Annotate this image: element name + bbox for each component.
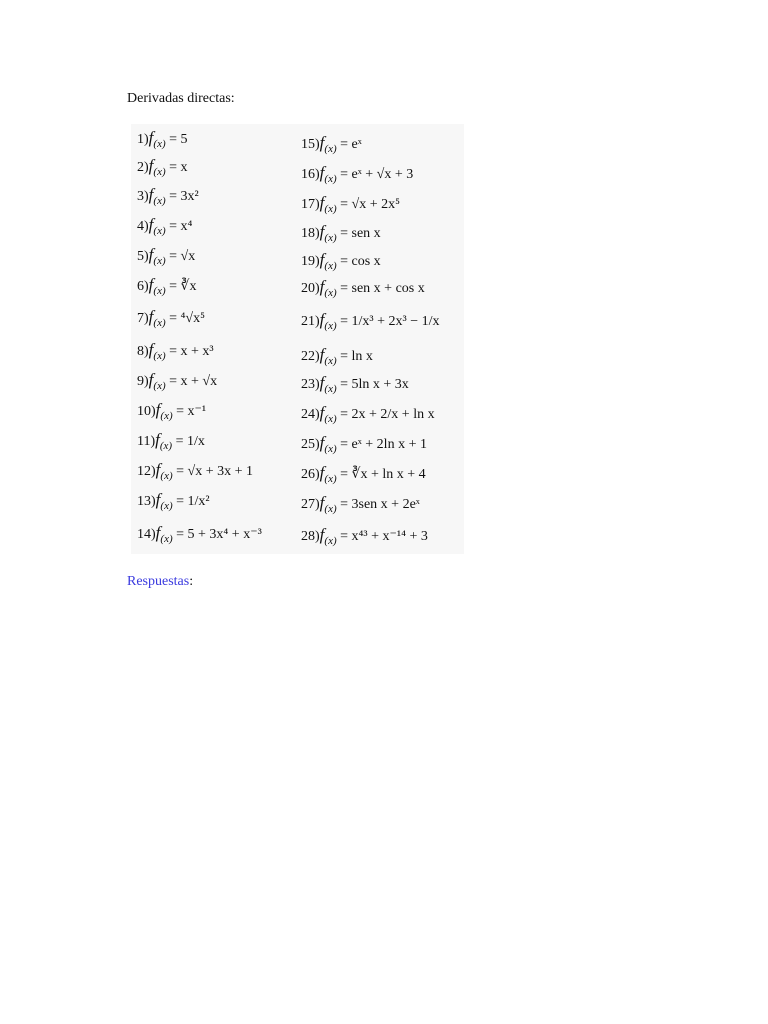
- function-subscript: (x): [324, 413, 337, 425]
- function-expression: = sen x + cos x: [340, 281, 425, 296]
- function-expression: = x + √x: [169, 374, 218, 389]
- exercise-number: 21): [301, 314, 320, 329]
- exercise-item: [301, 312, 440, 330]
- exercise-number: 26): [301, 467, 320, 482]
- function-symbol: f: [319, 493, 325, 512]
- answers-section: [127, 574, 193, 590]
- exercise-item: [137, 402, 206, 420]
- exercise-item: [137, 158, 188, 176]
- exercise-number: 27): [301, 497, 320, 512]
- function-expression: = cos x: [340, 254, 381, 269]
- function-subscript: (x): [324, 535, 337, 547]
- function-symbol: f: [319, 403, 325, 422]
- function-symbol: f: [319, 250, 325, 269]
- exercise-number: 1): [137, 132, 149, 147]
- exercise-item: [301, 435, 427, 453]
- exercise-number: 20): [301, 281, 320, 296]
- function-symbol: f: [148, 185, 154, 204]
- function-subscript: (x): [160, 470, 173, 482]
- function-symbol: f: [148, 340, 154, 359]
- exercise-number: 9): [137, 374, 149, 389]
- exercise-number: 22): [301, 349, 320, 364]
- exercise-number: 16): [301, 167, 320, 182]
- function-symbol: f: [148, 156, 154, 175]
- function-symbol: f: [319, 277, 325, 296]
- exercise-item: [301, 195, 400, 213]
- function-expression: = √x + 2x⁵: [340, 197, 400, 212]
- function-symbol: f: [148, 245, 154, 264]
- exercise-item: [301, 279, 425, 297]
- function-subscript: (x): [153, 195, 166, 207]
- function-expression: = x: [169, 160, 188, 175]
- exercise-item: [301, 224, 381, 242]
- function-subscript: (x): [324, 173, 337, 185]
- function-symbol: f: [155, 490, 161, 509]
- function-symbol: f: [148, 275, 154, 294]
- function-symbol: f: [148, 307, 154, 326]
- function-subscript: (x): [324, 203, 337, 215]
- function-subscript: (x): [153, 138, 166, 150]
- exercise-number: 2): [137, 160, 149, 175]
- answers-link[interactable]: Respuestas: [127, 574, 190, 589]
- function-subscript: (x): [324, 443, 337, 455]
- function-expression: = eˣ: [340, 137, 362, 152]
- function-subscript: (x): [324, 320, 337, 332]
- function-expression: = 5ln x + 3x: [340, 377, 409, 392]
- exercise-item: [301, 495, 420, 513]
- function-expression: = x⁻¹: [176, 404, 207, 419]
- function-symbol: f: [319, 133, 325, 152]
- exercise-item: [301, 252, 381, 270]
- exercise-item: [301, 375, 409, 393]
- function-subscript: (x): [324, 355, 337, 367]
- exercise-number: 7): [137, 311, 149, 326]
- function-subscript: (x): [160, 410, 173, 422]
- function-expression: = eˣ + √x + 3: [340, 167, 414, 182]
- exercise-item: [301, 135, 362, 153]
- function-subscript: (x): [153, 166, 166, 178]
- exercise-number: 24): [301, 407, 320, 422]
- function-symbol: f: [319, 310, 325, 329]
- function-symbol: f: [319, 345, 325, 364]
- exercise-item: [137, 462, 253, 480]
- exercise-number: 8): [137, 344, 149, 359]
- function-expression: = √x: [169, 249, 196, 264]
- function-subscript: (x): [324, 383, 337, 395]
- function-subscript: (x): [153, 350, 166, 362]
- function-symbol: f: [319, 463, 325, 482]
- function-subscript: (x): [153, 317, 166, 329]
- exercise-number: 5): [137, 249, 149, 264]
- exercise-item: [137, 217, 192, 235]
- function-subscript: (x): [324, 287, 337, 299]
- exercise-number: 17): [301, 197, 320, 212]
- function-expression: = x⁴: [169, 219, 193, 234]
- function-expression: = ∛x: [169, 279, 197, 294]
- function-symbol: f: [319, 222, 325, 241]
- exercise-number: 11): [137, 434, 156, 449]
- exercise-number: 15): [301, 137, 320, 152]
- function-symbol: f: [148, 128, 154, 147]
- function-expression: = ∛x + ln x + 4: [340, 467, 426, 482]
- function-subscript: (x): [324, 260, 337, 272]
- function-expression: = 2x + 2/x + ln x: [340, 407, 435, 422]
- function-symbol: f: [148, 215, 154, 234]
- exercise-item: [137, 277, 196, 295]
- function-expression: = 3sen x + 2eˣ: [340, 497, 420, 512]
- exercise-item: [137, 372, 217, 390]
- function-expression: = ⁴√x⁵: [169, 311, 205, 326]
- exercise-number: 18): [301, 226, 320, 241]
- function-symbol: f: [319, 163, 325, 182]
- function-symbol: f: [319, 433, 325, 452]
- derivatives-exercise-image: [131, 124, 464, 554]
- exercise-number: 13): [137, 494, 156, 509]
- function-subscript: (x): [324, 143, 337, 155]
- function-expression: = 1/x²: [176, 494, 210, 509]
- exercise-item: [137, 130, 188, 148]
- exercise-item: [301, 465, 426, 483]
- exercise-item: [137, 309, 205, 327]
- exercise-item: [301, 527, 428, 545]
- function-expression: = ln x: [340, 349, 373, 364]
- function-expression: = 1/x: [175, 434, 205, 449]
- function-symbol: f: [155, 400, 161, 419]
- page-title: Derivadas directas:: [127, 91, 235, 106]
- exercise-number: 12): [137, 464, 156, 479]
- function-subscript: (x): [160, 500, 173, 512]
- function-symbol: f: [155, 460, 161, 479]
- function-subscript: (x): [324, 473, 337, 485]
- exercise-item: [137, 342, 214, 360]
- exercise-number: 23): [301, 377, 320, 392]
- function-expression: = eˣ + 2ln x + 1: [340, 437, 427, 452]
- exercise-number: 19): [301, 254, 320, 269]
- function-symbol: f: [148, 370, 154, 389]
- function-subscript: (x): [324, 232, 337, 244]
- function-expression: = 1/x³ + 2x³ − 1/x: [340, 314, 440, 329]
- function-subscript: (x): [160, 533, 173, 545]
- function-subscript: (x): [153, 380, 166, 392]
- exercise-item: [137, 525, 262, 543]
- exercise-number: 4): [137, 219, 149, 234]
- function-subscript: (x): [153, 225, 166, 237]
- function-symbol: f: [155, 523, 161, 542]
- function-expression: = sen x: [340, 226, 381, 241]
- function-subscript: (x): [324, 503, 337, 515]
- exercise-number: 14): [137, 527, 156, 542]
- function-symbol: f: [319, 373, 325, 392]
- function-symbol: f: [155, 430, 160, 449]
- function-expression: = √x + 3x + 1: [176, 464, 253, 479]
- exercise-item: [137, 187, 199, 205]
- exercise-number: 3): [137, 189, 149, 204]
- exercise-item: [137, 492, 210, 510]
- function-subscript: (x): [153, 285, 166, 297]
- exercise-number: 10): [137, 404, 156, 419]
- exercise-number: 25): [301, 437, 320, 452]
- exercise-number: 6): [137, 279, 149, 294]
- function-symbol: f: [319, 193, 325, 212]
- function-expression: = 5 + 3x⁴ + x⁻³: [176, 527, 262, 542]
- exercise-item: [137, 432, 205, 450]
- exercise-item: [137, 247, 195, 265]
- function-expression: = x + x³: [169, 344, 214, 359]
- exercise-item: [301, 165, 413, 183]
- function-subscript: (x): [159, 440, 173, 452]
- exercise-number: 28): [301, 529, 320, 544]
- function-symbol: f: [319, 525, 325, 544]
- exercise-item: [301, 405, 435, 423]
- function-subscript: (x): [153, 255, 166, 267]
- function-expression: = 3x²: [169, 189, 199, 204]
- function-expression: = x⁴³ + x⁻¹⁴ + 3: [340, 529, 428, 544]
- exercise-item: [301, 347, 373, 365]
- function-expression: = 5: [169, 132, 188, 147]
- answers-colon: :: [189, 574, 194, 589]
